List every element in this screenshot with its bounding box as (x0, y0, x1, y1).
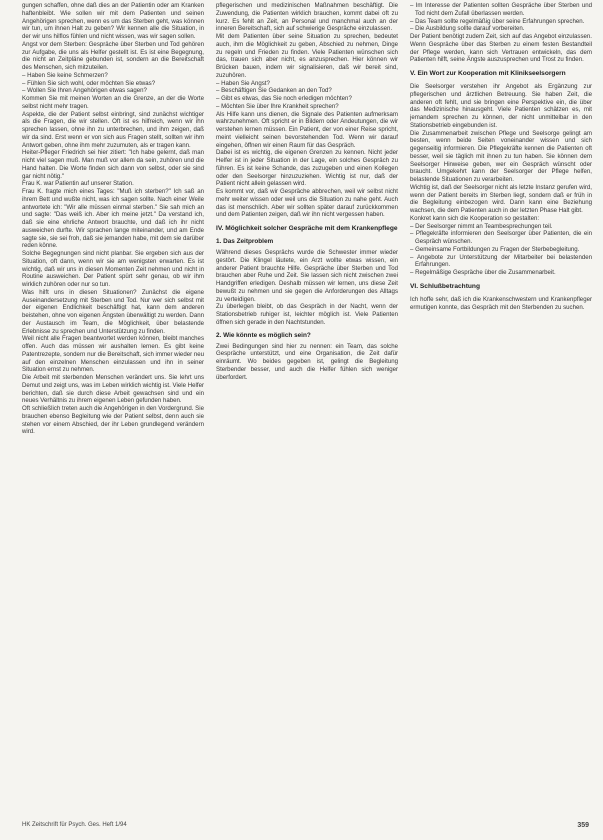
column-3 (410, 2, 592, 814)
paragraph: Während dieses Gesprächs wurde die Schwester immer wieder gestört. Die Klingel läutete, ein Arzt wollte etwas wissen, ein anderer Patient brauchte Hilfe. Gespräche über Sterben und Tod brauchen aber Ruhe und Zeit. Sie lassen sich nicht zwischen zwei Handgriffen erledigen. Deshalb müssen wir lernen, uns diese Zeit bewußt zu nehmen und sie gegen die Anforderungen des Alltags zu verteidigen. (216, 249, 398, 303)
journal-citation: HK Zeitschrift für Psych. Ges. Heft 1/94 (22, 822, 127, 828)
list-item: – Das Team sollte regelmäßig über seine Erfahrungen sprechen. (410, 17, 585, 25)
top-list (410, 2, 592, 33)
paragraph: Ich hoffe sehr, daß ich die Krankenschwestern und Krankenpfleger ermutigen konnte, das Gespräch mit den Sterbenden zu suchen. (410, 295, 592, 311)
list-item: – Haben Sie keine Schmerzen? (22, 71, 108, 79)
paragraph: Konkret kann sich die Kooperation so gestalten: (410, 214, 540, 222)
list-item: – Die Ausbildung sollte darauf vorbereiten. (410, 25, 525, 33)
paragraph: Oft schließlich treten auch die Angehörigen in den Vordergrund. Sie brauchen ebenso Begleitung wie der Patient selbst, denn auch sie stehen vor einem Abschied, der ihr Leben grundlegend verändern wird. (22, 405, 204, 436)
paragraph: Zu überlegen bleibt, ob das Gespräch in der Nacht, wenn der Stationsbetrieb ruhiger ist, leichter möglich ist. Viele Patienten öffnen sich gerade in den Nachtstunden. (216, 303, 398, 326)
list-item: – Pflegekräfte informieren den Seelsorger über Patienten, die ein Gespräch wünschen. (410, 230, 592, 245)
list-item: – Beschäftigen Sie Gedanken an den Tod? (216, 87, 332, 95)
list-item: – Regelmäßige Gespräche über die Zusammenarbeit. (410, 269, 556, 276)
subheading-how-possible: 2. Wie könnte es möglich sein? (216, 331, 311, 339)
paragraph: Dabei ist es wichtig, die eigenen Grenzen zu kennen. Nicht jeder Helfer ist in jeder Situation in der Lage, ein solches Gespräch zu führen. Es ist keine Schande, das zuzugeben und einen Kollegen oder den Seelsorger hinzuzuziehen. Wichtig ist nur, daß der Patient nicht allein gelassen wird. (216, 149, 398, 188)
section-heading-v: V. Ein Wort zur Kooperation mit Klinikseelsorgern (410, 70, 566, 77)
paragraph: Heiter-Pfleger Friedrich sei hier zitiert: "Ich habe gelernt, daß man nicht viel sagen muß. Man muß vor allem da sein, zuhören und die Hand halten. Die Worte finden sich dann von selbst, oder sie sind gar nicht nötig." (22, 149, 204, 180)
text-columns (22, 2, 594, 814)
paragraph: Die Seelsorger verstehen ihr Angebot als Ergänzung zur pflegerischen und ärztlichen Betreuung. Sie haben Zeit, die anderen oft fehlt, und sie bringen eine Perspektive ein, die über das Medizinische hinausgeht. Viele Patienten schätzen es, mit jemandem sprechen zu können, der nicht unmittelbar in den Stationsbetrieb eingebunden ist. (410, 83, 592, 129)
paragraph: Zwei Bedingungen sind hier zu nennen: ein Team, das solche Gespräche unterstützt, und eine Organisation, die Zeit dafür einräumt. Wo beides gegeben ist, gelingt die Begleitung Sterbender besser, und auch die Helfer fühlen sich weniger überfordert. (216, 342, 398, 381)
question-list (216, 80, 398, 111)
question-list (22, 72, 204, 95)
paragraph: Als Hilfe kann uns dienen, die Signale des Patienten aufmerksam wahrzunehmen. Oft spricht er in Bildern oder Andeutungen, die wir verstehen lernen müssen. Ein Patient, der von einer Reise spricht, meint vielleicht seinen bevorstehenden Tod. Wenn wir darauf eingehen, öffnen wir einen Raum für das Gespräch. (216, 110, 398, 149)
paragraph: Es kommt vor, daß wir Gespräche abbrechen, weil wir selbst nicht mehr weiter wissen oder weil uns die Situation zu nahe geht. Auch das ist menschlich. Aber wir sollten später darauf zurückkommen und dem Patienten zeigen, daß wir ihn nicht vergessen haben. (216, 188, 398, 219)
list-item: – Gemeinsame Fortbildungen zu Fragen der Sterbebegleitung. (410, 245, 580, 253)
paragraph: Mit dem Patienten über seine Situation zu sprechen, bedeutet auch, ihm die Möglichkeit zu geben, Abschied zu nehmen, Dinge zu regeln und Frieden zu finden. Viele Patienten wünschen sich das, trauen sich aber nicht, es anzusprechen. Hier können wir Brücken bauen, indem wir signalisieren, daß wir bereit sind, zuzuhören. (216, 33, 398, 79)
list-item: – Möchten Sie über Ihre Krankheit sprechen? (216, 102, 339, 110)
paragraph: gungen schaffen, ohne daß dies an der Patientin oder am Kranken haftenbleibt. Wie sollen wir mit dem Patienten und seinen Angehörigen sprechen, wenn es um das Sterben geht, was können wir tun, um ihnen Halt zu geben? Wir kennen alle die Situation, in der wir uns hilflos fühlen und nicht wissen, was wir sagen sollen. (22, 2, 204, 40)
page-number: 359 (577, 822, 589, 829)
list-item: – Im Interesse der Patienten sollten Gespräche über Sterben und Tod nicht dem Zufall überlassen werden. (410, 2, 592, 17)
paragraph: pflegerischen und medizinischen Maßnahmen beschäftigt. Die Zuwendung, die Patienten wirklich brauchen, kommt dabei oft zu kurz. Es fehlt an Zeit, an Personal und manchmal auch an der inneren Bereitschaft, sich auf schwierige Gespräche einzulassen. (216, 2, 398, 33)
subheading-time-problem: 1. Das Zeitproblem (216, 238, 274, 245)
list-item: – Angebote zur Unterstützung der Mitarbeiter bei belastenden Erfahrungen. (410, 253, 592, 269)
cooperation-list (410, 223, 592, 277)
section-heading-iv: IV. Möglichkeit solcher Gespräche mit dem Krankenpflege (216, 225, 398, 232)
list-item: – Fühlen Sie sich wohl, oder möchten Sie etwas? (22, 79, 156, 87)
paragraph: Wichtig ist, daß der Seelsorger nicht als letzte Instanz gerufen wird, wenn der Patient bereits im Sterben liegt, sondern daß er früh in die Begleitung einbezogen wird. Dann kann eine Beziehung wachsen, die dem Patienten auch in der letzten Phase Halt gibt. (410, 183, 592, 214)
paragraph: Der Patient benötigt zudem Zeit, sich auf das Angebot einzulassen. Wenn Gespräche über das Sterben zu einem festen Bestandteil der Pflege werden, kann sich Vertrauen entwickeln, das dem Patienten hilft, seine Ängste auszusprechen und Trost zu finden. (410, 33, 592, 64)
paragraph: Die Arbeit mit sterbenden Menschen verändert uns. Sie lehrt uns Demut und zeigt uns, was im Leben wirklich wichtig ist. Viele Helfer berichten, daß sie durch diese Arbeit gewachsen sind und ein neues Verhältnis zu ihrem eigenen Leben gefunden haben. (22, 374, 204, 405)
paragraph: Angst vor dem Sterben: Gespräche über Sterben und Tod gehören zur Aufgabe, die uns als Helfer gestellt ist. Es ist eine Begegnung, die nicht an Zeitpläne gebunden ist, sondern an die Bereitschaft des Menschen, sich mitzuteilen. (22, 40, 204, 71)
column-1 (22, 2, 204, 814)
column-2 (216, 2, 398, 814)
paragraph: Die Zusammenarbeit zwischen Pflege und Seelsorge gelingt am besten, wenn beide Seiten voneinander wissen und sich gegenseitig informieren. Die Pflegekräfte kennen die Patienten oft besser, weil sie täglich mit ihnen zu tun haben. Sie können dem Seelsorger Hinweise geben, wer ein Gespräch wünscht oder braucht. Umgekehrt kann der Seelsorger der Pflege helfen, belastende Situationen zu verarbeiten. (410, 129, 592, 183)
paragraph: Aspekte, die der Patient selbst einbringt, sind zunächst wichtiger als die Fragen, die wir stellen. Oft ist es hilfreich, wenn wir ihn sprechen lassen, ohne ihn zu unterbrechen, und ihm zeigen, daß wir da sind. Erst wenn er von sich aus Fragen stellt, sollten wir ihm Antwort geben, ohne ihm mehr zuzumuten, als er tragen kann. (22, 110, 204, 149)
paragraph: Solche Begegnungen sind nicht planbar. Sie ergeben sich aus der Situation, oft dann, wenn wir sie am wenigsten erwarten. Es ist wichtig, daß wir uns in diesen Momenten Zeit nehmen und nicht in Routine ausweichen. Der Patient spürt sehr genau, ob wir ihm wirklich zuhören oder nur so tun. (22, 250, 204, 288)
paragraph: Frau K. war Patientin auf unserer Station. (22, 180, 134, 188)
paragraph: Was hilft uns in diesen Situationen? Zunächst die eigene Auseinandersetzung mit Sterben und Tod. Nur wer sich selbst mit der eigenen Endlichkeit beschäftigt hat, kann dem anderen beistehen, ohne von eigenen Ängsten überwältigt zu werden. Dann der Austausch im Team, die Möglichkeit, über belastende Erlebnisse zu sprechen und Unterstützung zu finden. (22, 288, 204, 335)
paragraph: Weil nicht alle Fragen beantwortet werden können, bleibt manches offen. Auch das müssen wir aushalten lernen. Es gibt keine Patentrezepte, sondern nur die Bereitschaft, sich immer wieder neu auf den einzelnen Menschen einzulassen und ihn in seiner Situation ernst zu nehmen. (22, 335, 204, 374)
page-footer (22, 822, 589, 832)
paragraph: Kommen Sie mit meinen Worten an die Grenze, an der die Worte selbst nicht mehr tragen. (22, 95, 204, 110)
list-item: – Gibt es etwas, das Sie noch erledigen möchten? (216, 95, 352, 102)
section-heading-vi: VI. Schlußbetrachtung (410, 282, 480, 290)
list-item: – Wollen Sie Ihren Angehörigen etwas sagen? (22, 87, 147, 95)
paragraph: Frau K. fragte mich eines Tages: "Muß ich sterben?" Ich saß an ihrem Bett und wußte nicht, was ich sagen sollte. Nach einer Weile antwortete ich: "Wir alle müssen einmal sterben." Sie sah mich an und sagte: "Das weiß ich. Aber ich meine jetzt." Da verstand ich, daß sie eine ehrliche Antwort brauchte, und daß ich ihr nicht ausweichen durfte. Wir sprachen lange miteinander, und am Ende sagte sie, sie sei froh, daß sie jemanden habe, mit dem sie darüber reden könne. (22, 188, 204, 250)
list-item: – Der Seelsorger nimmt an Teambesprechungen teil. (410, 222, 553, 230)
list-item: – Haben Sie Angst? (216, 79, 270, 87)
